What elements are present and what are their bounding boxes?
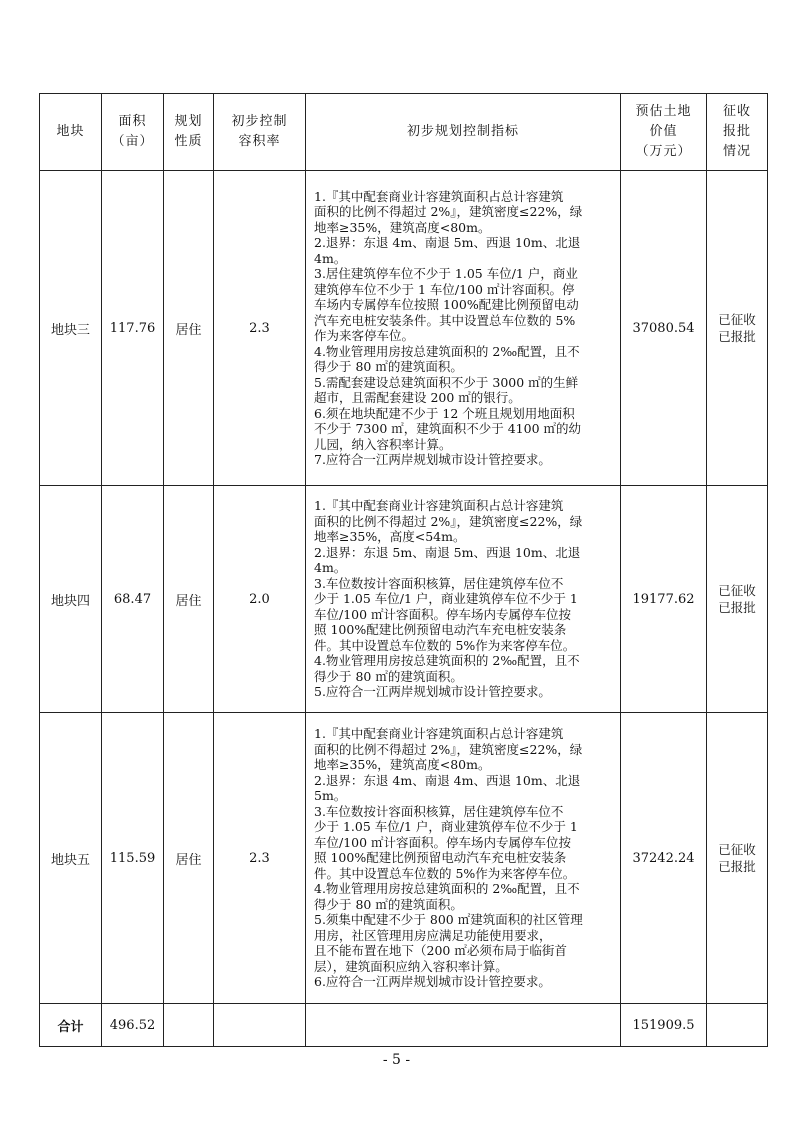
cell-price: 37080.54 — [621, 171, 707, 486]
total-row — [40, 1004, 768, 1047]
cell-block: 地块三 — [40, 171, 102, 486]
cell-area: 115.59 — [102, 713, 164, 1004]
total-empty-indicators — [306, 1004, 621, 1047]
header-area-line1: 面积 — [118, 114, 147, 129]
header-far — [214, 94, 306, 171]
cell-status: 已征收 已报批 — [707, 486, 768, 713]
header-status — [707, 94, 768, 171]
header-far-line1: 初步控制 — [231, 114, 288, 129]
cell-far: 2.0 — [214, 486, 306, 713]
cell-indicators: 1.『其中配套商业计容建筑面积占总计容建筑 面积的比例不得超过 2%』，建筑密度≤22%，绿 地率≥35%，建筑高度<80m。 2.退界：东退 4m、南退 5m、西退 10m、北退 4m。 3.居住建筑停车位不少于 1.05 车位/1 户，商业 建筑停车位不少于 1 车位/100 ㎡计容面积。停 车场内专属停车位按照 100%配建比例预留电动 汽车充电桩安装条件。其中设置总车位数的 5% 作为来客停车位。 4.物业管理用房按总建筑面积的 2‰配置，且不 得少于 80 ㎡的建筑面积。 5.需配套建设总建筑面积不少于 3000 ㎡的生鲜 超市，且需配套建设 200 ㎡的银行。 6.须在地块配建不少于 12 个班且规划用地面积 不少于 7300 ㎡，建筑面积不少于 4100 ㎡的幼 儿园，纳入容积率计算。 7.应符合一江两岸规划城市设计管控要求。 — [306, 171, 621, 486]
cell-status: 已征收 已报批 — [707, 171, 768, 486]
header-area-line2: （亩） — [111, 134, 154, 149]
cell-status: 已征收 已报批 — [707, 713, 768, 1004]
table-row — [40, 171, 768, 486]
header-area — [102, 94, 164, 171]
header-price — [621, 94, 707, 171]
land-parcel-table — [39, 93, 768, 1047]
cell-block: 地块四 — [40, 486, 102, 713]
total-price: 151909.5 — [621, 1004, 707, 1047]
header-nature — [164, 94, 214, 171]
header-status-line3: 情况 — [722, 144, 751, 159]
header-status-line2: 报批 — [722, 124, 751, 139]
header-status-line1: 征收 — [722, 104, 751, 119]
cell-nature: 居住 — [164, 171, 214, 486]
cell-far: 2.3 — [214, 713, 306, 1004]
total-label: 合计 — [40, 1004, 102, 1047]
cell-area: 117.76 — [102, 171, 164, 486]
cell-area: 68.47 — [102, 486, 164, 713]
header-price-line1: 预估土地 — [635, 104, 692, 119]
table-row — [40, 713, 768, 1004]
total-area: 496.52 — [102, 1004, 164, 1047]
header-nature-line1: 规划 — [174, 114, 203, 129]
header-nature-line2: 性质 — [174, 134, 203, 149]
header-price-line2: 价值 — [649, 124, 678, 139]
page-number: - 5 - — [382, 1052, 411, 1068]
cell-indicators: 1.『其中配套商业计容建筑面积占总计容建筑 面积的比例不得超过 2%』，建筑密度≤22%，绿 地率≥35%，建筑高度<80m。 2.退界：东退 4m、南退 4m、西退 10m、北退 5m。 3.车位数按计容面积核算，居住建筑停车位不 少于 1.05 车位/1 户，商业建筑停车位不少于 1 车位/100 ㎡计容面积。停车场内专属停车位按 照 100%配建比例预留电动汽车充电桩安装条 件。其中设置总车位数的 5%作为来客停车位。 4.物业管理用房按总建筑面积的 2‰配置，且不 得少于 80 ㎡的建筑面积。 5.须集中配建不少于 800 ㎡建筑面积的社区管理 用房，社区管理用房应满足功能使用要求， 且不能布置在地下（200 ㎡必须布局于临街首 层），建筑面积应纳入容积率计算。 6.应符合一江两岸规划城市设计管控要求。 — [306, 713, 621, 1004]
cell-nature: 居住 — [164, 486, 214, 713]
total-empty-status — [707, 1004, 768, 1047]
header-indicators: 初步规划控制指标 — [306, 94, 621, 171]
cell-nature: 居住 — [164, 713, 214, 1004]
header-block: 地块 — [40, 94, 102, 171]
table-header-row — [40, 94, 768, 171]
table-row — [40, 486, 768, 713]
header-far-line2: 容积率 — [238, 134, 281, 149]
cell-price: 19177.62 — [621, 486, 707, 713]
cell-block: 地块五 — [40, 713, 102, 1004]
total-empty-nature — [164, 1004, 214, 1047]
cell-price: 37242.24 — [621, 713, 707, 1004]
cell-indicators: 1.『其中配套商业计容建筑面积占总计容建筑 面积的比例不得超过 2%』，建筑密度≤22%，绿 地率≥35%，高度<54m。 2.退界：东退 5m、南退 5m、西退 10m、北退 4m。 3.车位数按计容面积核算，居住建筑停车位不 少于 1.05 车位/1 户，商业建筑停车位不少于 1 车位/100 ㎡计容面积。停车场内专属停车位按 照 100%配建比例预留电动汽车充电桩安装条 件。其中设置总车位数的 5%作为来客停车位。 4.物业管理用房按总建筑面积的 2‰配置，且不 得少于 80 ㎡的建筑面积。 5.应符合一江两岸规划城市设计管控要求。 — [306, 486, 621, 713]
header-price-line3: （万元） — [635, 144, 692, 159]
cell-far: 2.3 — [214, 171, 306, 486]
total-empty-far — [214, 1004, 306, 1047]
